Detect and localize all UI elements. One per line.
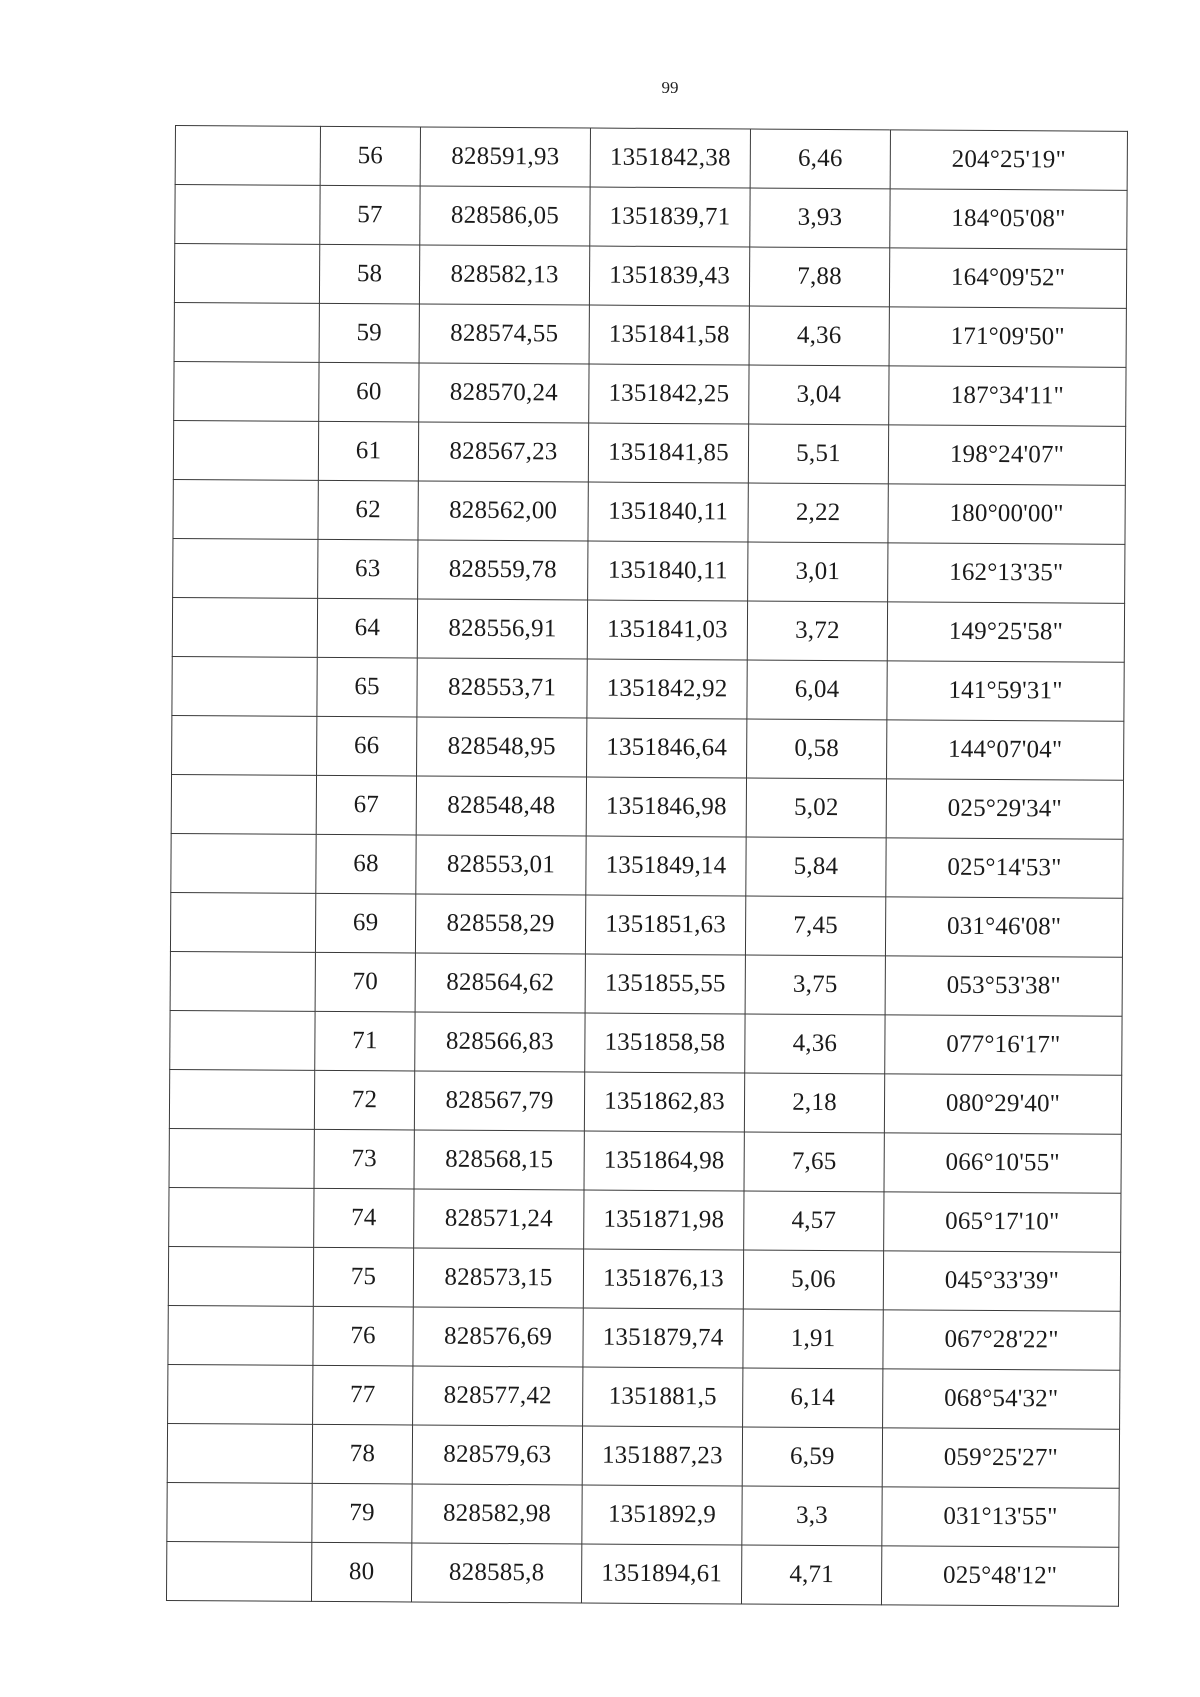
segment-length-cell: 3,3 [742,1486,882,1546]
table-row [169,1128,1121,1193]
direction-angle-cell: 031°46'08" [885,897,1122,957]
y-coordinate-cell: 1351879,74 [583,1308,743,1368]
segment-length-cell: 6,46 [750,129,890,189]
table-row [167,1423,1119,1488]
segment-length-cell: 3,75 [745,955,885,1015]
table-row [174,244,1126,309]
y-coordinate-cell: 1351840,11 [588,541,748,601]
table-row [170,892,1122,957]
point-number-cell: 69 [315,893,415,953]
segment-length-cell: 3,04 [749,365,889,425]
point-number-cell: 61 [318,421,418,481]
table-row [166,1541,1118,1606]
empty-cell [169,1069,314,1129]
table-row [172,597,1124,662]
x-coordinate-cell: 828568,15 [414,1130,584,1190]
direction-angle-cell: 077°16'17" [885,1015,1122,1075]
direction-angle-cell: 164°09'52" [889,248,1126,308]
y-coordinate-cell: 1351855,55 [585,954,745,1014]
table-row [173,538,1125,603]
x-coordinate-cell: 828573,15 [413,1248,583,1308]
point-number-cell: 67 [316,775,416,835]
point-number-cell: 57 [320,185,420,245]
x-coordinate-cell: 828548,48 [416,776,586,836]
empty-cell [174,361,319,421]
point-number-cell: 72 [314,1070,414,1130]
segment-length-cell: 7,45 [745,896,885,956]
empty-cell [172,656,317,716]
segment-length-cell: 2,18 [744,1073,884,1133]
table-row [171,774,1123,839]
segment-length-cell: 5,06 [743,1250,883,1310]
x-coordinate-cell: 828591,93 [420,127,590,187]
x-coordinate-cell: 828585,8 [411,1543,581,1603]
segment-length-cell: 4,57 [744,1191,884,1251]
table-row [169,1187,1121,1252]
point-number-cell: 80 [311,1542,411,1602]
x-coordinate-cell: 828556,91 [417,599,587,659]
direction-angle-cell: 149°25'58" [887,602,1124,662]
direction-angle-cell: 031°13'55" [882,1487,1119,1547]
point-number-cell: 64 [317,598,417,658]
point-number-cell: 76 [313,1306,413,1366]
segment-length-cell: 3,93 [750,188,890,248]
x-coordinate-cell: 828553,01 [416,835,586,895]
empty-cell [173,420,318,480]
segment-length-cell: 6,59 [742,1427,882,1487]
point-number-cell: 68 [316,834,416,894]
y-coordinate-cell: 1351881,5 [583,1367,743,1427]
x-coordinate-cell: 828576,69 [413,1307,583,1367]
direction-angle-cell: 171°09'50" [889,307,1126,367]
point-number-cell: 71 [315,1011,415,1071]
y-coordinate-cell: 1351841,58 [589,305,749,365]
point-number-cell: 70 [315,952,415,1012]
empty-cell [172,715,317,775]
y-coordinate-cell: 1351841,85 [588,423,748,483]
y-coordinate-cell: 1351842,92 [587,659,747,719]
y-coordinate-cell: 1351846,64 [587,718,747,778]
direction-angle-cell: 187°34'11" [889,366,1126,426]
x-coordinate-cell: 828570,24 [419,363,589,423]
x-coordinate-cell: 828564,62 [415,953,585,1013]
empty-cell [171,833,316,893]
empty-cell [167,1423,312,1483]
point-number-cell: 74 [314,1188,414,1248]
empty-cell [170,1010,315,1070]
coordinates-table-container [166,125,1127,1607]
y-coordinate-cell: 1351892,9 [582,1485,742,1545]
empty-cell [168,1246,313,1306]
segment-length-cell: 7,65 [744,1132,884,1192]
direction-angle-cell: 025°14'53" [886,838,1123,898]
empty-cell [168,1305,313,1365]
segment-length-cell: 7,88 [749,247,889,307]
segment-length-cell: 4,36 [749,306,889,366]
segment-length-cell: 5,84 [746,837,886,897]
segment-length-cell: 1,91 [743,1309,883,1369]
y-coordinate-cell: 1351839,71 [590,187,750,247]
direction-angle-cell: 025°29'34" [886,779,1123,839]
segment-length-cell: 3,01 [748,542,888,602]
table-row [175,126,1127,191]
x-coordinate-cell: 828567,79 [414,1071,584,1131]
x-coordinate-cell: 828559,78 [418,540,588,600]
x-coordinate-cell: 828574,55 [419,304,589,364]
y-coordinate-cell: 1351858,58 [585,1013,745,1073]
point-number-cell: 59 [319,303,419,363]
y-coordinate-cell: 1351887,23 [582,1426,742,1486]
segment-length-cell: 3,72 [747,601,887,661]
empty-cell [174,244,319,304]
direction-angle-cell: 198°24'07" [888,425,1125,485]
table-row [168,1305,1120,1370]
y-coordinate-cell: 1351840,11 [588,482,748,542]
point-number-cell: 58 [319,244,419,304]
x-coordinate-cell: 828586,05 [420,186,590,246]
empty-cell [175,126,320,186]
page-number: 99 [661,78,679,97]
direction-angle-cell: 180°00'00" [888,484,1125,544]
point-number-cell: 78 [312,1424,412,1484]
segment-length-cell: 5,51 [748,424,888,484]
y-coordinate-cell: 1351839,43 [589,246,749,306]
x-coordinate-cell: 828582,98 [412,1484,582,1544]
point-number-cell: 77 [313,1365,413,1425]
table-row [169,1069,1121,1134]
empty-cell [175,185,320,245]
direction-angle-cell: 080°29'40" [884,1074,1121,1134]
x-coordinate-cell: 828566,83 [415,1012,585,1072]
empty-cell [173,479,318,539]
x-coordinate-cell: 828562,00 [418,481,588,541]
empty-cell [166,1541,311,1601]
point-number-cell: 63 [318,539,418,599]
x-coordinate-cell: 828577,42 [413,1366,583,1426]
direction-angle-cell: 068°54'32" [883,1369,1120,1429]
table-row [173,479,1125,544]
point-number-cell: 62 [318,480,418,540]
y-coordinate-cell: 1351876,13 [583,1249,743,1309]
y-coordinate-cell: 1351862,83 [584,1072,744,1132]
segment-length-cell: 6,04 [747,660,887,720]
x-coordinate-cell: 828582,13 [419,245,589,305]
point-number-cell: 65 [317,657,417,717]
point-number-cell: 60 [319,362,419,422]
direction-angle-cell: 053°53'38" [885,956,1122,1016]
point-number-cell: 79 [312,1483,412,1543]
direction-angle-cell: 066°10'55" [884,1133,1121,1193]
y-coordinate-cell: 1351842,25 [589,364,749,424]
x-coordinate-cell: 828567,23 [418,422,588,482]
direction-angle-cell: 025°48'12" [881,1546,1118,1606]
segment-length-cell: 5,02 [746,778,886,838]
empty-cell [170,892,315,952]
y-coordinate-cell: 1351842,38 [590,128,750,188]
empty-cell [171,774,316,834]
table-row [175,185,1127,250]
y-coordinate-cell: 1351871,98 [584,1190,744,1250]
y-coordinate-cell: 1351846,98 [586,777,746,837]
direction-angle-cell: 059°25'27" [882,1428,1119,1488]
direction-angle-cell: 204°25'19" [890,130,1127,190]
table-row [170,951,1122,1016]
empty-cell [168,1364,313,1424]
y-coordinate-cell: 1351849,14 [586,836,746,896]
table-row [172,656,1124,721]
direction-angle-cell: 141°59'31" [887,661,1124,721]
point-number-cell: 66 [317,716,417,776]
empty-cell [169,1128,314,1188]
direction-angle-cell: 144°07'04" [887,720,1124,780]
y-coordinate-cell: 1351851,63 [585,895,745,955]
empty-cell [169,1187,314,1247]
empty-cell [170,951,315,1011]
direction-angle-cell: 067°28'22" [883,1310,1120,1370]
y-coordinate-cell: 1351841,03 [587,600,747,660]
coordinates-table [166,125,1128,1607]
table-row [173,420,1125,485]
table-row [171,833,1123,898]
direction-angle-cell: 162°13'35" [888,543,1125,603]
x-coordinate-cell: 828558,29 [415,894,585,954]
table-row [170,1010,1122,1075]
empty-cell [174,302,319,362]
segment-length-cell: 6,14 [743,1368,883,1428]
direction-angle-cell: 065°17'10" [884,1192,1121,1252]
y-coordinate-cell: 1351864,98 [584,1131,744,1191]
table-row [168,1364,1120,1429]
direction-angle-cell: 045°33'39" [883,1251,1120,1311]
x-coordinate-cell: 828571,24 [414,1189,584,1249]
segment-length-cell: 4,71 [741,1545,881,1605]
point-number-cell: 56 [320,126,420,186]
table-row [167,1482,1119,1547]
point-number-cell: 75 [313,1247,413,1307]
segment-length-cell: 2,22 [748,483,888,543]
x-coordinate-cell: 828548,95 [417,717,587,777]
x-coordinate-cell: 828553,71 [417,658,587,718]
table-row [174,361,1126,426]
empty-cell [167,1482,312,1542]
coordinates-table-body [166,126,1127,1607]
table-row [174,302,1126,367]
empty-cell [173,538,318,598]
y-coordinate-cell: 1351894,61 [581,1544,741,1604]
direction-angle-cell: 184°05'08" [890,189,1127,249]
table-row [172,715,1124,780]
point-number-cell: 73 [314,1129,414,1189]
segment-length-cell: 4,36 [745,1014,885,1074]
empty-cell [172,597,317,657]
segment-length-cell: 0,58 [747,719,887,779]
x-coordinate-cell: 828579,63 [412,1425,582,1485]
table-row [168,1246,1120,1311]
